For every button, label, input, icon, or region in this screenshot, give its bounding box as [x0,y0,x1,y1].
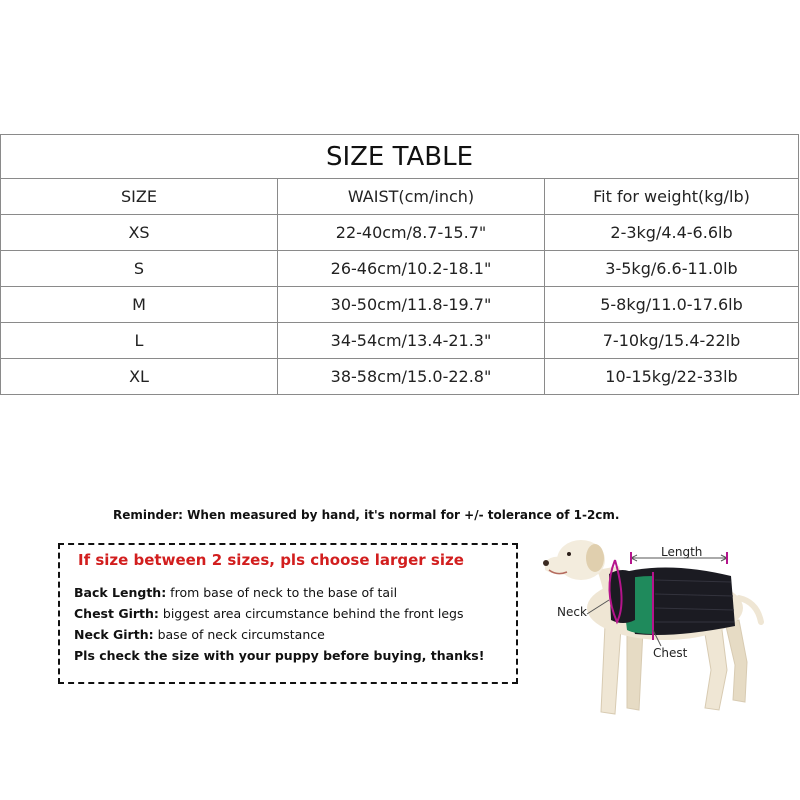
table-header-row [1,179,799,215]
chest-girth-line [74,606,463,621]
neck-girth-text: base of neck circumstance [153,627,325,642]
length-label: Length [661,545,703,559]
table-row [1,215,799,251]
cell-waist: 26-46cm/10.2-18.1" [278,251,545,287]
table-row [1,287,799,323]
cell-size: M [1,287,278,323]
cell-weight: 5-8kg/11.0-17.6lb [545,287,799,323]
table-row [1,359,799,395]
cell-weight: 10-15kg/22-33lb [545,359,799,395]
header-size: SIZE [1,179,278,215]
dog-eye [567,552,571,556]
cell-waist: 30-50cm/11.8-19.7" [278,287,545,323]
cell-size: L [1,323,278,359]
cell-waist: 34-54cm/13.4-21.3" [278,323,545,359]
cell-weight: 3-5kg/6.6-11.0lb [545,251,799,287]
reminder-text: Reminder: When measured by hand, it's normal for +/- tolerance of 1-2cm. [113,508,620,522]
dog-illustration [535,530,800,730]
cell-waist: 38-58cm/15.0-22.8" [278,359,545,395]
back-length-line [74,585,397,600]
table-row [1,323,799,359]
chest-girth-label: Chest Girth: [74,606,159,621]
neck-girth-label: Neck Girth: [74,627,154,642]
chest-label: Chest [653,646,688,660]
back-length-label: Back Length: [74,585,167,600]
cell-waist: 22-40cm/8.7-15.7" [278,215,545,251]
table-title-row [1,135,799,179]
closing-note: Pls check the size with your puppy before buying, thanks! [74,648,485,663]
note-headline: If size between 2 sizes, pls choose larger size [78,551,464,569]
header-weight: Fit for weight(kg/lb) [545,179,799,215]
cell-weight: 7-10kg/15.4-22lb [545,323,799,359]
dog-measurement-figure [535,530,800,730]
cell-weight: 2-3kg/4.4-6.6lb [545,215,799,251]
chest-girth-text: biggest area circumstance behind the front legs [158,606,464,621]
neck-girth-line [74,627,325,642]
table-title: SIZE TABLE [1,135,799,179]
neck-label: Neck [557,605,587,619]
cell-size: S [1,251,278,287]
back-length-text: from base of neck to the base of tail [166,585,398,600]
dog-ear [586,544,604,572]
cell-size: XL [1,359,278,395]
dog-back-leg [703,622,727,710]
dog-back-leg-2 [725,620,747,702]
sizing-note-box [58,543,518,684]
cell-size: XS [1,215,278,251]
table-row [1,251,799,287]
dog-nose [543,560,549,566]
dog-front-leg [601,625,621,714]
header-waist: WAIST(cm/inch) [278,179,545,215]
dog-front-leg-2 [627,630,643,710]
size-table [0,134,799,395]
